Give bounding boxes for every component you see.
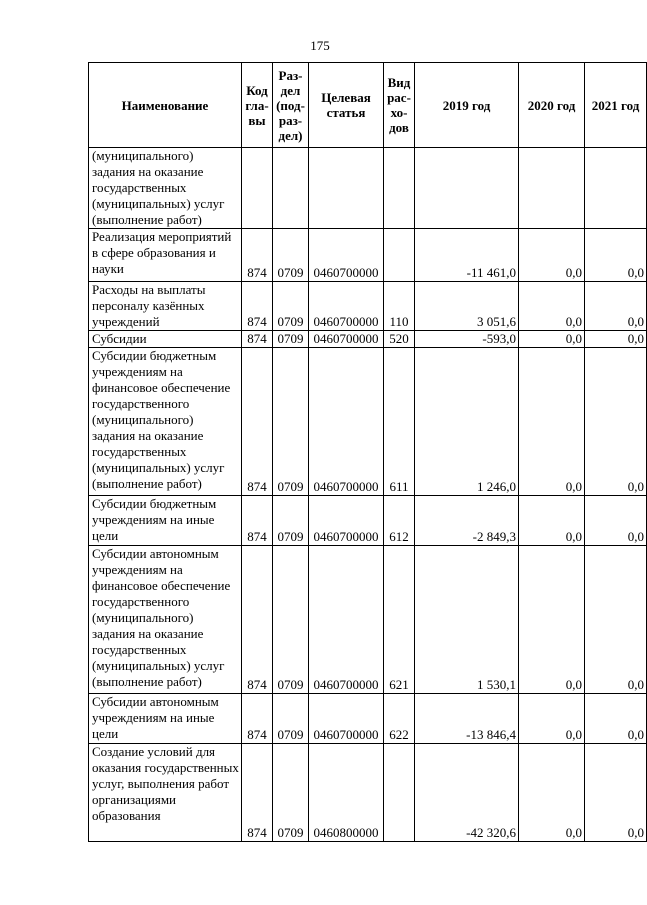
cell-2019: -593,0 <box>415 331 519 348</box>
cell-2019: 1 530,1 <box>415 546 519 694</box>
cell-razdel: 0709 <box>273 546 309 694</box>
cell-kod: 874 <box>242 282 273 331</box>
cell-kod: 874 <box>242 694 273 744</box>
cell-kod: 874 <box>242 229 273 282</box>
cell-statya: 0460700000 <box>309 694 384 744</box>
cell-statya: 0460800000 <box>309 744 384 842</box>
header-name: Наименование <box>89 63 242 148</box>
cell-2020: 0,0 <box>519 694 585 744</box>
table-body <box>89 148 647 842</box>
cell-statya <box>309 148 384 229</box>
cell-name: Субсидии бюджетным учреждениям на иные цели <box>89 496 242 546</box>
cell-2019: 1 246,0 <box>415 348 519 496</box>
cell-razdel: 0709 <box>273 496 309 546</box>
cell-vid: 622 <box>384 694 415 744</box>
cell-2019: -42 320,6 <box>415 744 519 842</box>
cell-vid <box>384 148 415 229</box>
cell-2019: -2 849,3 <box>415 496 519 546</box>
cell-name: Субсидии <box>89 331 242 348</box>
table-row <box>89 496 647 546</box>
table-row <box>89 348 647 496</box>
cell-razdel: 0709 <box>273 694 309 744</box>
cell-2020: 0,0 <box>519 496 585 546</box>
cell-2019: -13 846,4 <box>415 694 519 744</box>
page-number: 175 <box>310 38 330 53</box>
cell-statya: 0460700000 <box>309 282 384 331</box>
cell-razdel: 0709 <box>273 282 309 331</box>
cell-2020: 0,0 <box>519 282 585 331</box>
cell-2019 <box>415 148 519 229</box>
cell-statya: 0460700000 <box>309 496 384 546</box>
header-kod: Код гла-вы <box>242 63 273 148</box>
cell-razdel: 0709 <box>273 348 309 496</box>
cell-2020: 0,0 <box>519 229 585 282</box>
cell-statya: 0460700000 <box>309 229 384 282</box>
cell-2021: 0,0 <box>585 331 647 348</box>
table-row <box>89 744 647 842</box>
cell-2021: 0,0 <box>585 546 647 694</box>
cell-2019: 3 051,6 <box>415 282 519 331</box>
cell-2020: 0,0 <box>519 348 585 496</box>
table-row <box>89 282 647 331</box>
cell-2020: 0,0 <box>519 744 585 842</box>
cell-2021: 0,0 <box>585 229 647 282</box>
cell-name: (муниципального) задания на оказание государственных (муниципальных) услуг (выполнение работ) <box>89 148 242 229</box>
cell-kod: 874 <box>242 348 273 496</box>
cell-2019: -11 461,0 <box>415 229 519 282</box>
cell-kod: 874 <box>242 331 273 348</box>
cell-statya: 0460700000 <box>309 546 384 694</box>
header-statya: Целевая статья <box>309 63 384 148</box>
cell-kod: 874 <box>242 744 273 842</box>
cell-kod: 874 <box>242 496 273 546</box>
header-2021: 2021 год <box>585 63 647 148</box>
cell-statya: 0460700000 <box>309 331 384 348</box>
cell-statya: 0460700000 <box>309 348 384 496</box>
table-row <box>89 546 647 694</box>
table-row <box>89 229 647 282</box>
cell-2021: 0,0 <box>585 744 647 842</box>
cell-razdel: 0709 <box>273 744 309 842</box>
cell-2021 <box>585 148 647 229</box>
header-razdel: Раз-дел (под-раз-дел) <box>273 63 309 148</box>
table-row <box>89 331 647 348</box>
cell-vid: 621 <box>384 546 415 694</box>
cell-name: Субсидии автономным учреждениям на иные цели <box>89 694 242 744</box>
cell-2020: 0,0 <box>519 546 585 694</box>
cell-2020: 0,0 <box>519 331 585 348</box>
cell-vid: 520 <box>384 331 415 348</box>
cell-name: Субсидии бюджетным учреждениям на финансовое обеспечение государственного (муниципального) задания на оказание государственных (муниципальных) услуг (выполнение работ) <box>89 348 242 496</box>
table-row <box>89 694 647 744</box>
cell-vid: 612 <box>384 496 415 546</box>
cell-kod <box>242 148 273 229</box>
cell-razdel: 0709 <box>273 331 309 348</box>
cell-vid: 110 <box>384 282 415 331</box>
cell-razdel: 0709 <box>273 229 309 282</box>
cell-name: Субсидии автономным учреждениям на финансовое обеспечение государственного (муниципального) задания на оказание государственных (муниципальных) услуг (выполнение работ) <box>89 546 242 694</box>
cell-razdel <box>273 148 309 229</box>
cell-name: Расходы на выплаты персоналу казённых учреждений <box>89 282 242 331</box>
cell-name: Создание условий для оказания государственных услуг, выполнения работ организациями образования <box>89 744 242 842</box>
cell-kod: 874 <box>242 546 273 694</box>
header-2020: 2020 год <box>519 63 585 148</box>
budget-table <box>88 62 647 842</box>
cell-name: Реализация мероприятий в сфере образования и науки <box>89 229 242 282</box>
cell-2021: 0,0 <box>585 282 647 331</box>
cell-2021: 0,0 <box>585 496 647 546</box>
cell-vid <box>384 744 415 842</box>
table-row <box>89 148 647 229</box>
header-2019: 2019 год <box>415 63 519 148</box>
header-vid: Вид рас-хо-дов <box>384 63 415 148</box>
cell-2021: 0,0 <box>585 694 647 744</box>
cell-vid: 611 <box>384 348 415 496</box>
cell-2020 <box>519 148 585 229</box>
cell-2021: 0,0 <box>585 348 647 496</box>
cell-vid <box>384 229 415 282</box>
table-header-row <box>89 63 647 148</box>
